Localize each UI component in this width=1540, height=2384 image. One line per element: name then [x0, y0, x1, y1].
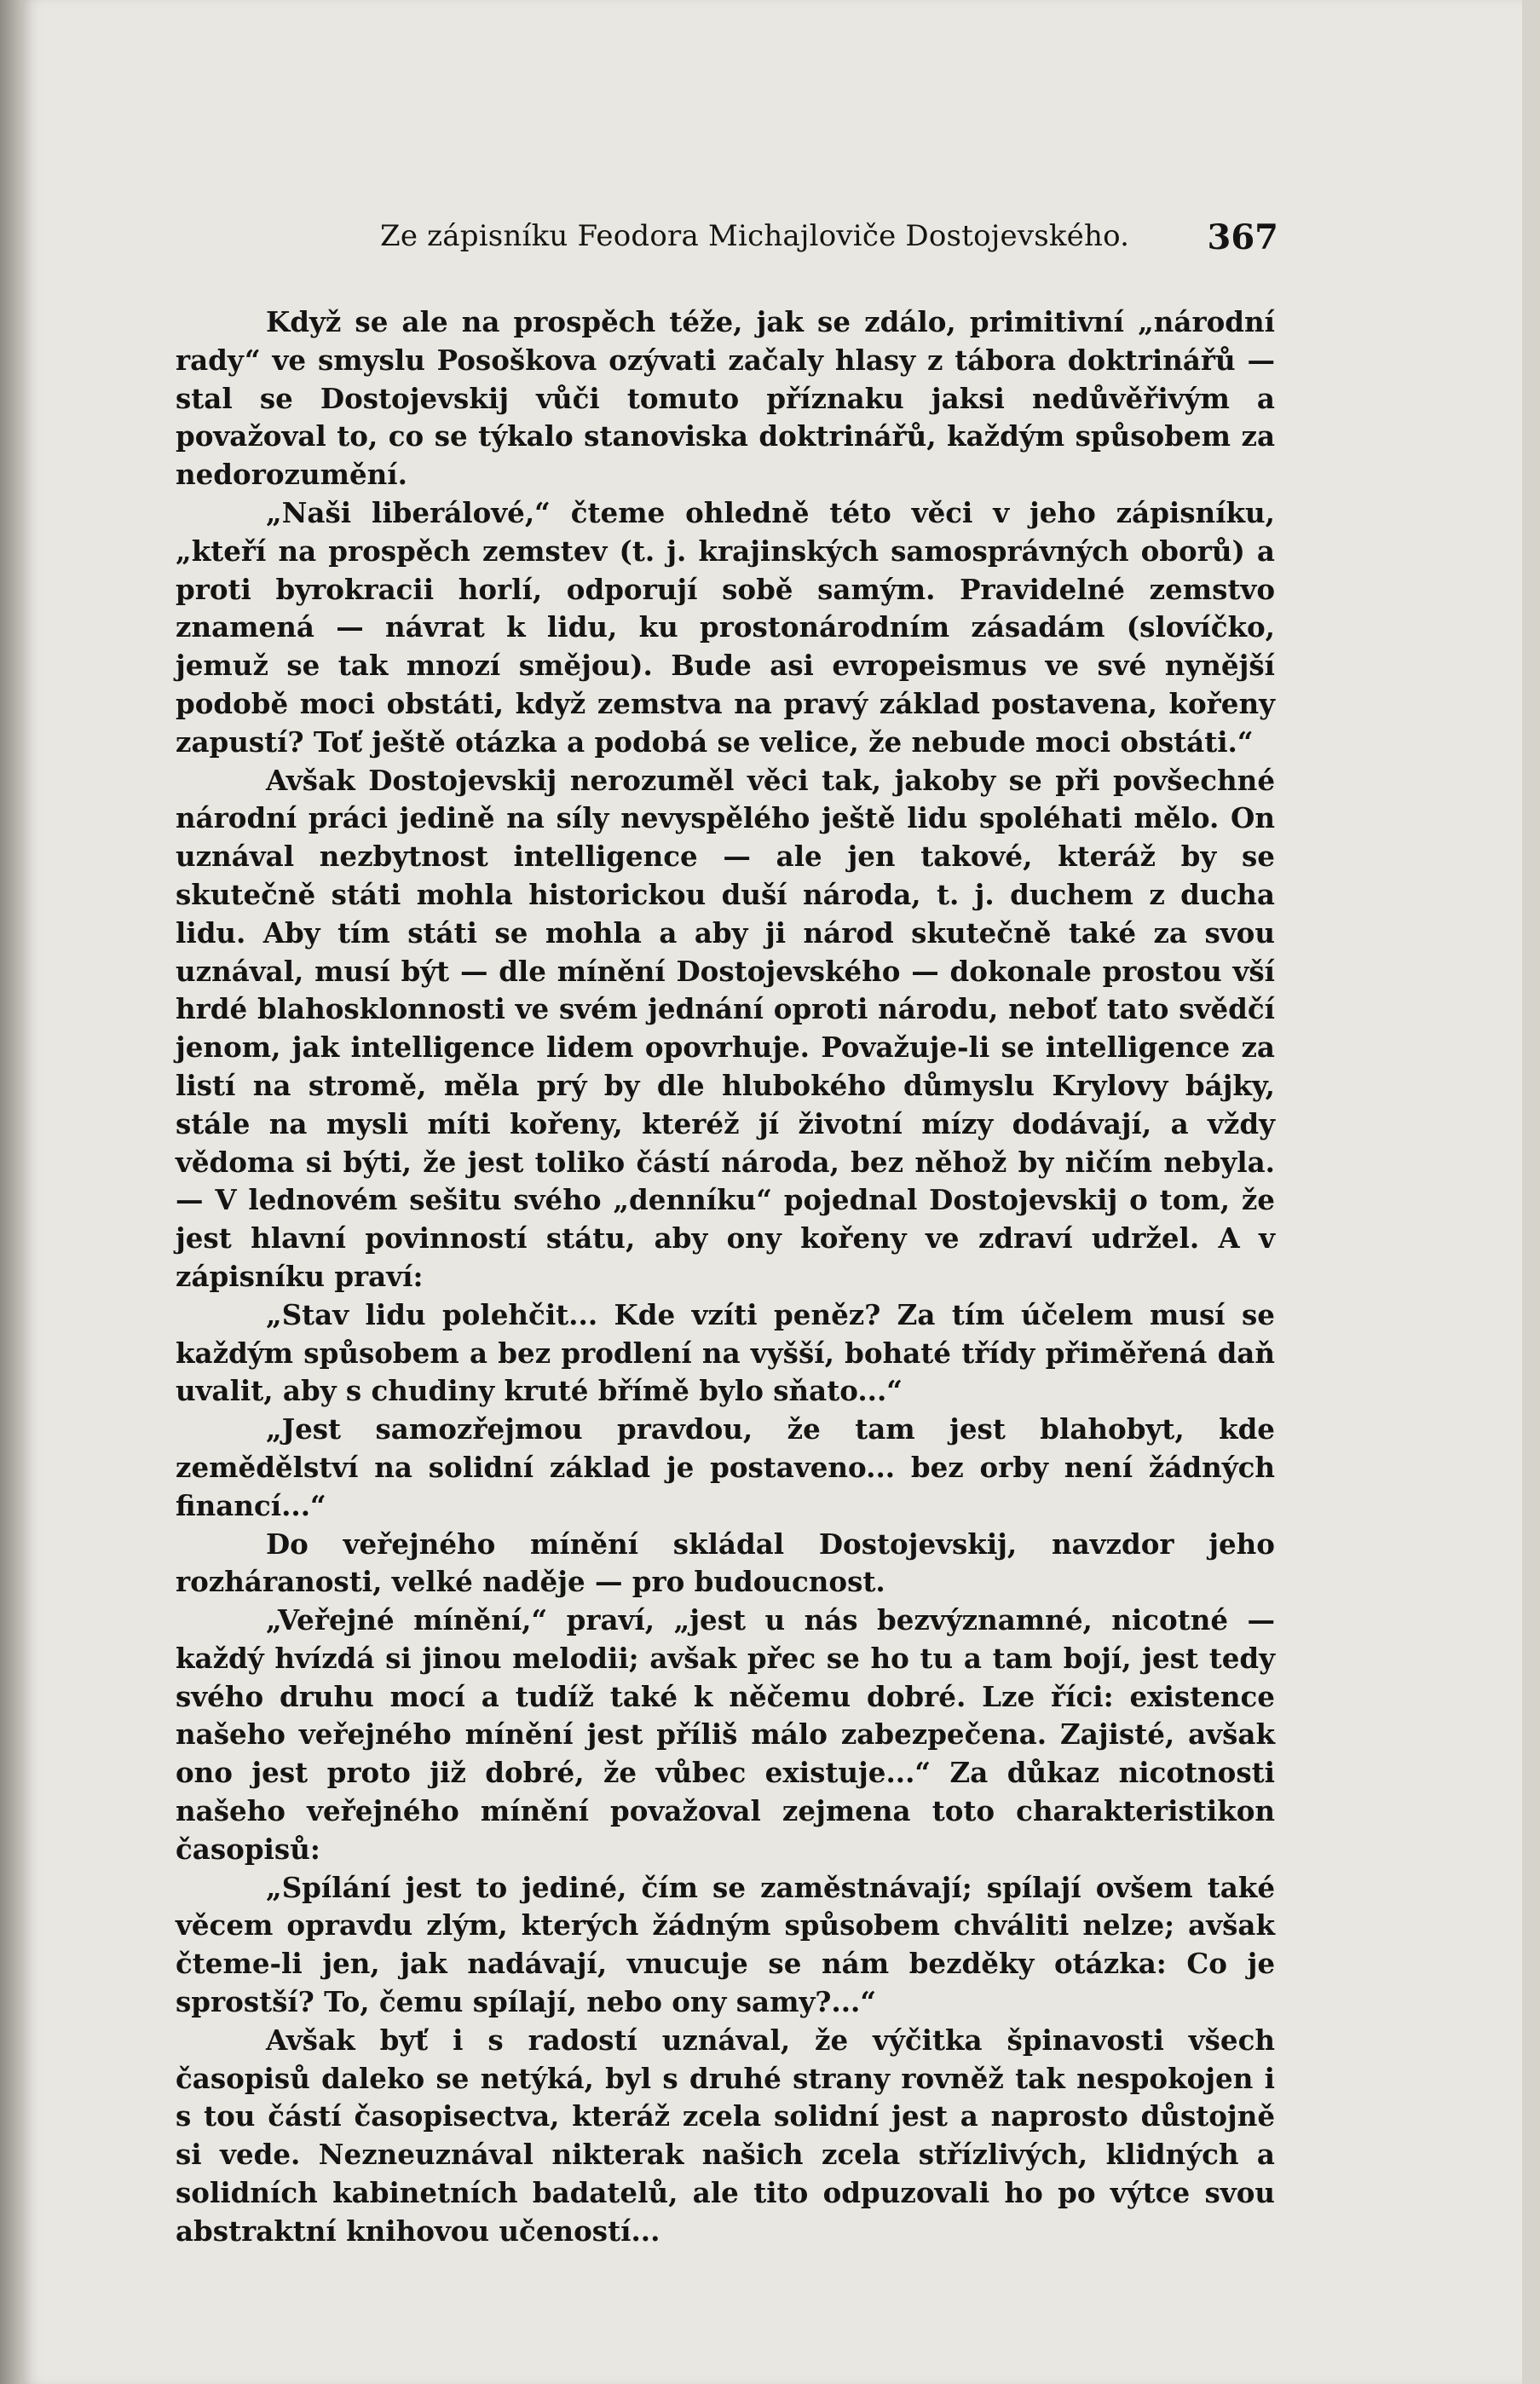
page-header	[380, 219, 1278, 263]
book-spine-shadow	[0, 0, 22, 2384]
paragraph: „Stav lidu polehčit... Kde vzíti peněz? Za tím účelem musí se každým spůsobem a bez prodlení na vyšší, bohaté třídy přiměřená daň uvalit, aby s chudiny kruté břímě bylo sňato...“	[176, 1297, 1275, 1408]
paragraph: „Spílání jest to jediné, čím se zaměstnávají; spílají ovšem také věcem opravdu zlým, kterých žádným spůsobem chváliti nelze; avšak čteme-li jen, jak nadávají, vnucuje se nám bezděky otázka: Co je sprostší? To, čemu spílají, nebo ony samy?...“	[176, 1870, 1275, 2019]
body-text	[176, 303, 1275, 2251]
paragraph: „Naši liberálové,“ čteme ohledně této věci v jeho zápisníku, „kteří na prospěch zemstev (t. j. krajinských samosprávných oborů) a proti byrokracii horlí, odporují sobě samým. Pravidelné zemstvo znamená — návrat k lidu, ku prostonárodním zásadám (slovíčko, jemuž se tak mnozí smějou). Bude asi evropeismus ve své nynější podobě moci obstáti, když zemstva na pravý základ postavena, kořeny zapustí? Toť ještě otázka a podobá se velice, že nebude moci obstáti.“	[176, 495, 1275, 759]
paragraph: Avšak byť i s radostí uznával, že výčitka špinavosti všech časopisů daleko se netýká, byl s druhé strany rovněž tak nespokojen i s tou částí časopisectva, kteráž zcela solidní jest a naprosto důstojně si vede. Nezneuznával nikterak našich zcela střízlivých, klidných a solidních kabinetních badatelů, ale tito odpuzovali ho po výtce svou abstraktní knihovou učeností...	[176, 2023, 1275, 2248]
paragraph: Když se ale na prospěch téže, jak se zdálo, primitivní „národní rady“ ve smyslu Posoškova ozývati začaly hlasy z tábora doktrinářů — stal se Dostojevskij vůči tomuto příznaku jaksi nedůvěřivým a považoval to, co se týkalo stanoviska doktrinářů, každým spůsobem za nedorozumění.	[176, 305, 1275, 492]
paragraph: „Jest samozřejmou pravdou, že tam jest blahobyt, kde zemědělství na solidní základ je postaveno... bez orby není žádných financí...“	[176, 1412, 1275, 1522]
paragraph: Do veřejného mínění skládal Dostojevskij, navzdor jeho rozháranosti, velké naděje — pro budoucnost.	[176, 1527, 1275, 1599]
paragraph: Avšak Dostojevskij nerozuměl věci tak, jakoby se při povšechné národní práci jedině na síly nevyspělého ještě lidu spoléhati mělo. On uznával nezbytnost intelligence — ale jen takové, kteráž by se skutečně státi mohla historickou duší národa, t. j. duchem z ducha lidu. Aby tím státi se mohla a aby ji národ skutečně také za svou uznával, musí být — dle mínění Dostojevského — dokonale prostou vší hrdé blahosklonnosti ve svém jednání oproti národu, neboť tato svědčí jenom, jak intelligence lidem opovrhuje. Považuje-li se intelligence za listí na stromě, měla prý by dle hlubokého důmyslu Krylovy bájky, stále na mysli míti kořeny, kteréž jí životní mízy dodávají, a vždy vědoma si býti, že jest toliko částí národa, bez něhož by ničím nebyla. — V lednovém sešitu svého „denníku“ pojednal Dostojevskij o tom, že jest hlavní povinností státu, aby ony kořeny ve zdraví udržel. A v zápisníku praví:	[176, 763, 1275, 1293]
page-number: 367	[1207, 217, 1278, 257]
paragraph: „Veřejné mínění,“ praví, „jest u nás bezvýznamné, nicotné — každý hvízdá si jinou melodii; avšak přec se ho tu a tam bojí, jest tedy svého druhu mocí a tudíž také k něčemu dobré. Lze říci: existence našeho veřejného mínění jest příliš málo zabezpečena. Zajisté, avšak ono jest proto již dobré, že vůbec existuje...“ Za důkaz nicotnosti našeho veřejného mínění považoval zejmena toto charakteristikon časopisů:	[176, 1603, 1275, 1866]
running-head: Ze zápisníku Feodora Michajloviče Dostojevského.	[380, 219, 1130, 253]
